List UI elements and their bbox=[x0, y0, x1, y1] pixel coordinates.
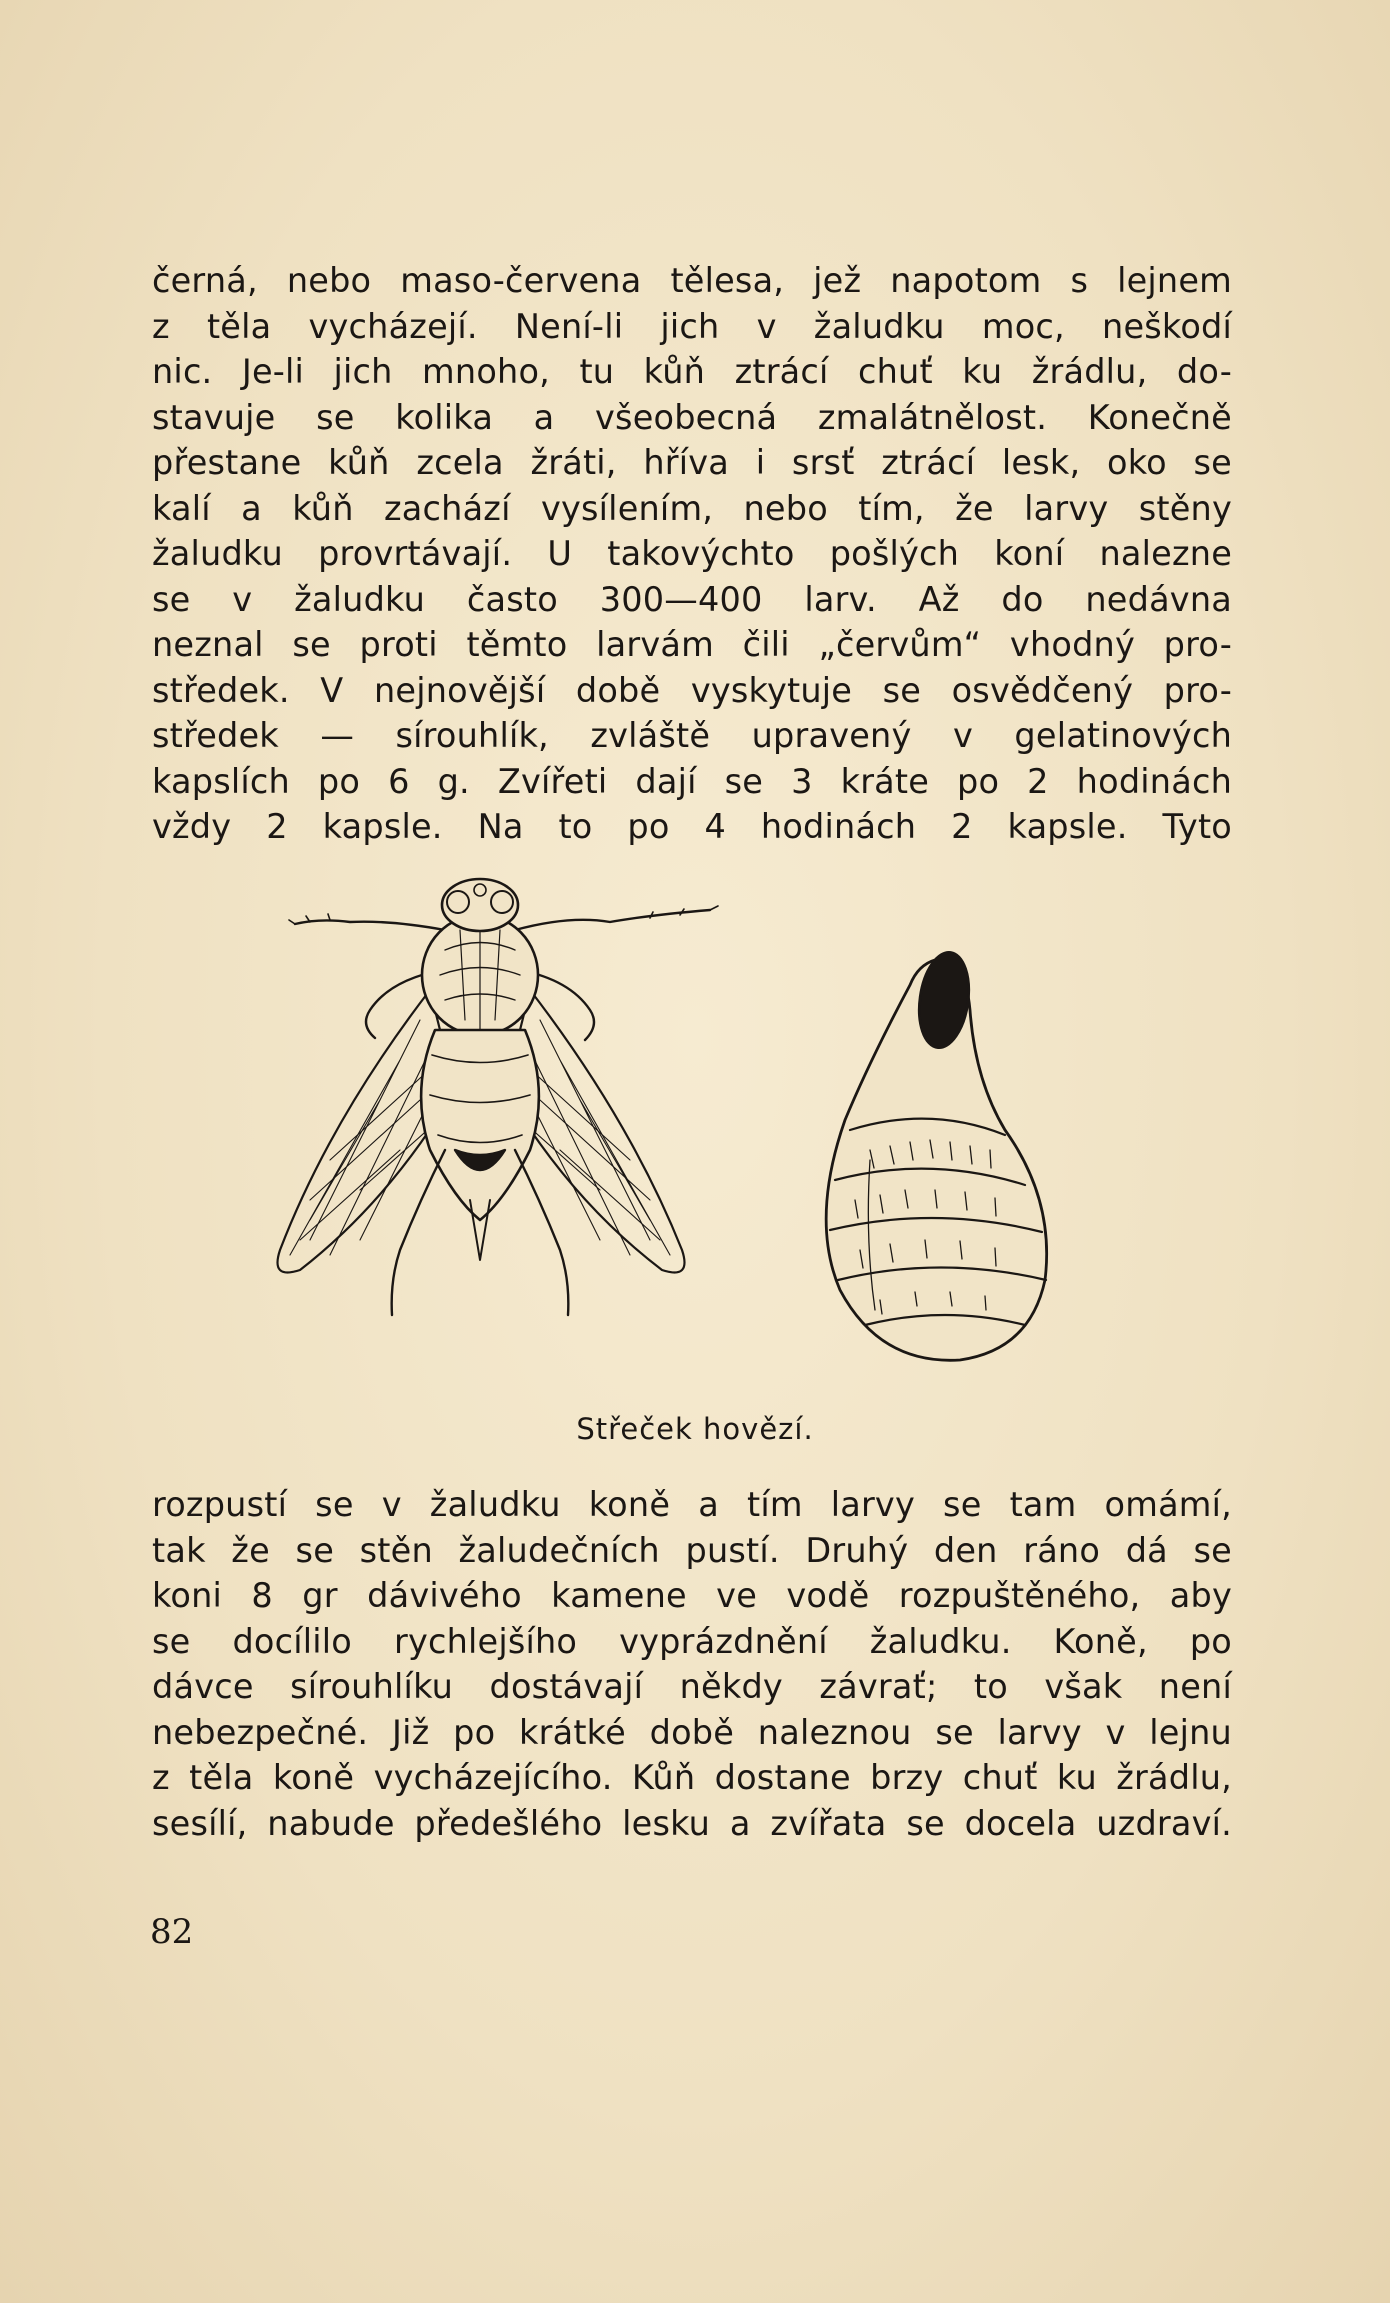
paragraph-top bbox=[152, 258, 1232, 850]
text-line: nebezpečné. Již po krátké době naleznou se larvy v lejnu bbox=[152, 1712, 1232, 1752]
figure bbox=[270, 860, 1110, 1400]
text-line: černá, nebo maso-červena tělesa, jež napotom s lejnem bbox=[152, 261, 1232, 300]
text-line: tak že se stěn žaludečních pustí. Druhý den ráno dá se bbox=[152, 1530, 1232, 1570]
text-line: středek — sírouhlík, zvláště upravený v gelatinových bbox=[152, 716, 1232, 755]
text-line: se docílilo rychlejšího vyprázdnění žaludku. Koně, po bbox=[152, 1621, 1232, 1661]
text-line: kalí a kůň zachází vysílením, nebo tím, že larvy stěny bbox=[152, 488, 1232, 528]
text-line: koni 8 gr dávivého kamene ve vodě rozpuštěného, aby bbox=[152, 1576, 1232, 1615]
text-line: neznal se proti těmto larvám čili „červům“ vhodný pro- bbox=[152, 625, 1232, 664]
text-line: středek. V nejnovější době vyskytuje se osvědčený pro- bbox=[152, 670, 1232, 710]
text-line: dávce sírouhlíku dostávají někdy závrať; to však není bbox=[152, 1667, 1232, 1706]
text-line: nic. Je-li jich mnoho, tu kůň ztrácí chuť ku žrádlu, do- bbox=[152, 352, 1232, 391]
text-line: rozpustí se v žaludku koně a tím larvy se tam omámí, bbox=[152, 1485, 1232, 1524]
figure-caption: Střeček hovězí. bbox=[576, 1412, 814, 1446]
botfly-adult-illustration bbox=[278, 879, 719, 1315]
page-number: 82 bbox=[150, 1912, 194, 1952]
botfly-pupa-illustration bbox=[826, 949, 1047, 1360]
text-line: žaludku provrtávají. U takovýchto pošlých koní nalezne bbox=[152, 534, 1232, 573]
text-line: z těla vycházejí. Není-li jich v žaludku moc, neškodí bbox=[152, 306, 1232, 346]
text-line: se v žaludku často 300—400 larv. Až do nedávna bbox=[152, 579, 1232, 619]
text-line: sesílí, nabude předešlého lesku a zvířata se docela uzdraví. bbox=[152, 1803, 1232, 1843]
paragraph-bottom bbox=[152, 1482, 1232, 1846]
text-line: stavuje se kolika a všeobecná zmalátnělost. Konečně bbox=[152, 397, 1232, 437]
figure-illustration bbox=[270, 860, 1110, 1400]
text-line: z těla koně vycházejícího. Kůň dostane brzy chuť ku žrádlu, bbox=[152, 1758, 1232, 1797]
text-line: vždy 2 kapsle. Na to po 4 hodinách 2 kapsle. Tyto bbox=[152, 807, 1232, 846]
text-line: přestane kůň zcela žráti, hříva i srsť ztrácí lesk, oko se bbox=[152, 443, 1232, 482]
text-line: kapslích po 6 g. Zvířeti dají se 3 kráte po 2 hodinách bbox=[152, 761, 1232, 801]
